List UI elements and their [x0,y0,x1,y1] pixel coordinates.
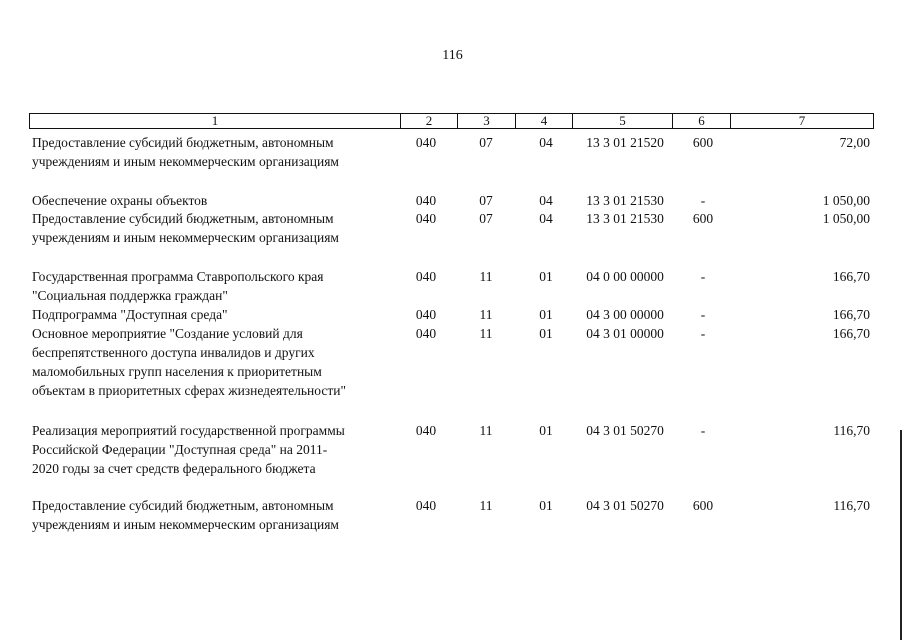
table-header [29,113,874,129]
row-name-line: "Социальная поддержка граждан" [32,288,228,303]
header-col-7: 7 [798,113,806,128]
row-name-line: учреждениям и иным некоммерческим организациям [32,230,339,245]
row-col-4: 01 [539,498,553,513]
row-name-line: Предоставление субсидий бюджетным, автономным [32,498,334,513]
header-col-5: 5 [573,114,673,128]
row-col-4: 04 [539,193,553,208]
row-name-line: Государственная программа Ставропольского края [32,269,324,284]
row-name-line: беспрепятственного доступа инвалидов и других [32,345,315,360]
row-name-line: Предоставление субсидий бюджетным, автономным [32,211,334,226]
page-number: 116 [442,48,463,63]
row-col-6: 600 [692,498,714,513]
row-name-line: Предоставление субсидий бюджетным, автономным [32,135,334,150]
row-col-3: 11 [479,326,493,341]
row-name-line: Российской Федерации "Доступная среда" на 2011- [32,442,328,457]
row-name-line: учреждениям и иным некоммерческим организациям [32,517,339,532]
row-col-6: - [700,193,706,208]
row-name-line: Подпрограмма "Доступная среда" [32,307,228,322]
row-col-4: 01 [539,307,553,322]
row-name [32,305,402,324]
row-col-2: 040 [415,135,437,150]
row-col-2: 040 [415,193,437,208]
row-col-2: 040 [415,211,437,226]
row-col-2: 040 [415,307,437,322]
row-col-6: 600 [692,211,714,226]
header-col-1: 1 [30,114,401,128]
row-col-5: 04 0 00 00000 [586,269,664,284]
row-col-3: 11 [479,269,493,284]
row-name [32,191,402,210]
row-col-7: 72,00 [839,135,870,150]
row-col-5: 13 3 01 21530 [586,211,664,226]
row-col-2: 040 [415,326,437,341]
row-col-3: 11 [479,423,493,438]
row-col-5: 04 3 00 00000 [586,307,664,322]
row-name [32,209,402,247]
row-col-4: 01 [539,326,553,341]
row-name [32,324,402,400]
row-col-7: 1 050,00 [822,211,870,226]
row-name-line: учреждениям и иным некоммерческим организациям [32,154,339,169]
row-name [32,133,402,171]
row-col-7: 166,70 [832,269,870,284]
row-col-3: 11 [479,307,493,322]
row-name-line: Основное мероприятие "Создание условий для [32,326,303,341]
row-col-5: 13 3 01 21520 [586,135,664,150]
row-col-7: 116,70 [833,423,870,438]
row-col-6: - [700,326,706,341]
row-col-7: 116,70 [833,498,870,513]
row-col-7: 166,70 [832,326,870,341]
row-col-2: 040 [415,423,437,438]
row-name-line: Обеспечение охраны объектов [32,193,208,208]
row-name-line: маломобильных групп населения к приоритетным [32,364,322,379]
row-col-7: 166,70 [832,307,870,322]
header-col-4: 4 [516,114,573,128]
row-col-4: 04 [539,135,553,150]
row-name [32,267,402,305]
row-name [32,421,402,478]
row-name-line: объектам в приоритетных сферах жизнедеятельности" [32,383,346,398]
row-name [32,496,402,534]
row-col-4: 04 [539,211,553,226]
row-col-2: 040 [415,269,437,284]
row-col-3: 11 [479,498,493,513]
row-col-4: 01 [539,423,553,438]
row-col-2: 040 [415,498,437,513]
row-col-4: 01 [539,269,553,284]
row-col-6: 600 [692,135,714,150]
row-col-3: 07 [479,211,493,226]
header-col-6: 6 [673,114,731,128]
header-col-3: 3 [458,114,516,128]
scan-edge-line [900,430,902,640]
row-col-6: - [700,269,706,284]
row-col-5: 04 3 01 50270 [586,498,664,513]
row-name-line: Реализация мероприятий государственной программы [32,423,345,438]
row-col-7: 1 050,00 [822,193,870,208]
row-col-3: 07 [479,135,493,150]
row-col-5: 04 3 01 50270 [586,423,664,438]
row-col-5: 04 3 01 00000 [586,326,664,341]
row-col-6: - [700,423,706,438]
header-col-2: 2 [401,114,458,128]
row-name-line: 2020 годы за счет средств федерального бюджета [32,461,316,476]
row-col-6: - [700,307,706,322]
row-col-5: 13 3 01 21530 [586,193,664,208]
row-col-3: 07 [479,193,493,208]
